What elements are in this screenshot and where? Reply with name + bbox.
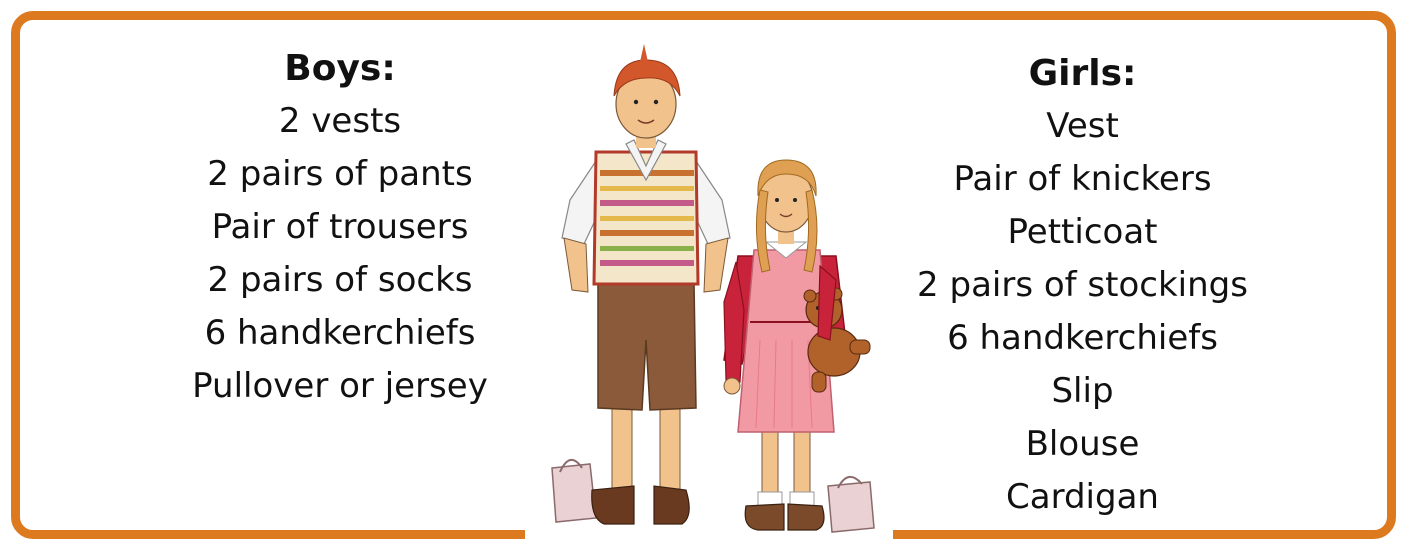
boy-and-girl-illustration — [530, 40, 895, 549]
girls-item: 2 pairs of stockings — [917, 265, 1248, 305]
girls-item: 6 handkerchiefs — [947, 318, 1218, 358]
boys-item: Pullover or jersey — [192, 366, 488, 406]
girls-items — [905, 100, 1260, 524]
girls-item: Slip — [1051, 371, 1114, 411]
girls-item: Pair of knickers — [953, 159, 1212, 199]
boys-item: 2 vests — [278, 101, 402, 141]
boys-heading: Boys: — [284, 48, 396, 89]
children-drawing — [530, 40, 895, 549]
boys-item: 6 handkerchiefs — [204, 313, 476, 353]
boys-list-panel — [185, 42, 495, 413]
boy-bag-icon — [552, 460, 596, 522]
boys-item: Pair of trousers — [211, 207, 469, 247]
boy-figure — [562, 44, 730, 524]
boys-item: 2 pairs of socks — [207, 260, 473, 300]
girls-item: Cardigan — [1006, 477, 1159, 517]
girls-item: Vest — [1046, 106, 1119, 146]
girls-item: Petticoat — [1007, 212, 1158, 252]
teddy-bear-icon — [804, 288, 870, 392]
girl-figure — [724, 160, 870, 530]
girls-list-panel — [905, 47, 1260, 524]
girl-bag-icon — [828, 477, 874, 532]
boys-items — [185, 95, 495, 413]
girls-item: Blouse — [1025, 424, 1140, 464]
girls-heading: Girls: — [1028, 53, 1137, 94]
boys-item: 2 pairs of pants — [207, 154, 473, 194]
